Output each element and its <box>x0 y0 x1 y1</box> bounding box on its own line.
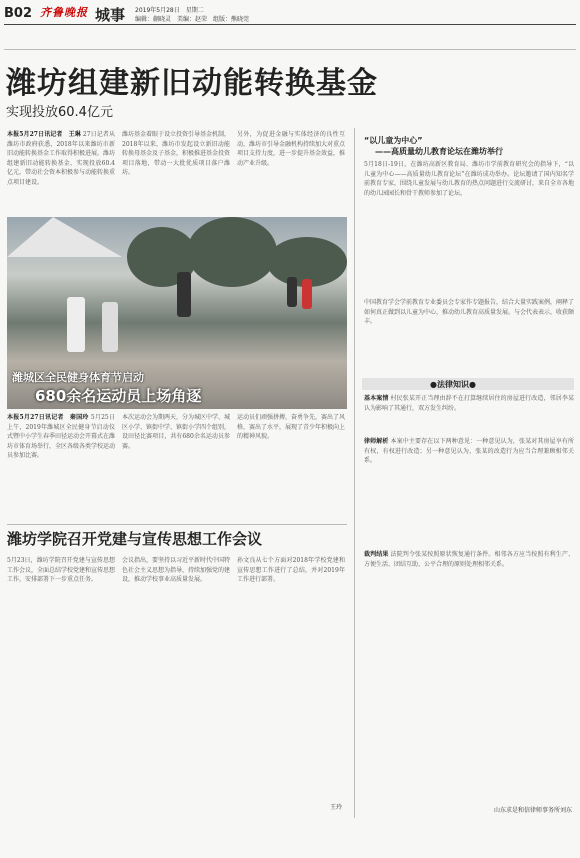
law-case <box>364 394 574 434</box>
sidebar-title: ——高质量幼儿教育论坛在潍坊举行 <box>375 147 503 156</box>
title-rule <box>4 49 576 50</box>
header-rule <box>4 24 576 25</box>
photo-caption-1: 潍城区全民健身体育节启动 <box>12 371 144 384</box>
tent-shape <box>7 217 122 257</box>
sidebar-tag: “以儿童为中心” <box>364 136 423 145</box>
college-headline: 潍坊学院召开党建与宣传思想工作会议 <box>7 530 263 548</box>
law-analysis <box>364 437 574 547</box>
editors: 编辑：蒯晓灵 美编：赵荣 组版：熊晓莞 <box>135 16 250 23</box>
column-separator <box>354 128 355 818</box>
header-meta <box>135 6 249 24</box>
main-column-2: 潍坊基金着眼于设立投资引导基金机制，2018年以来，潍坊市发起设立新旧动能转换母基金及子基金，积极推进基金投资项目落地，带动一大批优质项目落户潍坊。 <box>122 131 230 176</box>
law-result-label: 裁判结果 <box>364 551 389 558</box>
issue-date: 2019年5月28日 星期二 <box>135 7 204 14</box>
sidebar-body-1: 5月18日-19日，在潍坊高新区教育局、潍坊市学前教育研究会的指导下，“以儿童为中心——高质量幼儿教育论坛”在潍坊成功举办。论坛邀请了国内知名学前教育专家，围绕儿童发展与幼儿教育的热点问题进行交流研讨，来自全市各地的幼儿园园长和骨干教师参加了论坛。 <box>364 161 574 197</box>
law-result-body: 法院判令张某按照原状恢复通行条件。相邻各方应当按照有利生产、方便生活、团结互助、公平合理的原则处理相邻关系。 <box>364 551 574 568</box>
tree-shape <box>187 217 277 287</box>
official-figure <box>102 302 118 352</box>
main-byline: 本报5月27日讯记者 王琳 <box>7 131 81 138</box>
sports-column-3: 运动员们顽强拼搏，奋勇争先，赛出了风格，赛出了水平，展现了青少年积极向上的精神风貌。 <box>237 414 345 440</box>
main-column-3: 另外，为促进金融与实体经济的良性互动，潍坊市引导金融机构持续加大对重点项目支持力度，进一步提升基金效益，推动产业升级。 <box>237 131 345 167</box>
sidebar-body-2: 中国教育学会学前教育专业委员会专家作专题报告，结合大量实践案例，阐释了如何真正做到以儿童为中心，推动幼儿教育高质量发展。与会代表表示，收获颇丰。 <box>364 299 574 325</box>
page-number: B02 <box>4 6 32 21</box>
law-result <box>364 550 574 800</box>
main-subheadline: 实现投放60.4亿元 <box>6 105 113 120</box>
athlete-figure <box>177 272 191 317</box>
law-case-label: 基本案情 <box>364 395 389 402</box>
law-analysis-body: 本案中主要存在以下两种意见：一种意见认为，张某对其房屋享有所有权，有权进行改造；另一种意见认为，张某的改造行为应当合理兼顾相邻关系。 <box>364 438 574 464</box>
sports-byline: 本报5月27日讯记者 秦国玲 <box>7 414 89 421</box>
college-column-1: 5月23日，潍坊学院召开党建与宣传思想工作会议，全面总结学校党建和宣传思想工作，安排部署下一步重点任务。 <box>7 557 115 583</box>
sports-body-1: 5月25日上午，2019年潍城区全民健身节启动仪式暨中小学生春季田径运动会开幕式在潍坊市体育场举行，全区各级各类学校运动员参加比赛。 <box>7 414 115 459</box>
newspaper-logo: 齐鲁晚报 <box>40 6 88 19</box>
section-title: 城事 <box>95 6 126 24</box>
section-divider <box>7 524 347 525</box>
law-analysis-label: 律师解析 <box>364 438 389 445</box>
main-body-1: 27日记者从潍坊市政府获悉，2018年以来潍坊市新旧动能转换基金工作取得积极进展，潍坊组建新旧动能转换基金，实现投放60.4亿元，带动社会资本积极参与动能转换重点项目建设。 <box>7 131 115 186</box>
sports-column-1 <box>7 413 115 523</box>
spectator-figure <box>287 277 297 307</box>
law-case-body: 村民张某开正当理由辞不在打算继续居住的房屋进行改造，邻居李某认为影响了其通行，双方发生纠纷。 <box>364 395 574 412</box>
official-figure <box>67 297 85 352</box>
sports-column-2: 本次运动会为期两天，分为城区中学、城区小学、镇街中学、镇街小学四个组别，设田径比赛项目，共有680余名运动员参赛。 <box>122 414 230 450</box>
law-title: ●法律知识● <box>430 380 476 389</box>
spectator-figure <box>302 279 312 309</box>
college-column-2: 会议指出，要坚持以习近平新时代中国特色社会主义思想为指导，持续加强党的建设，推动学校事业高质量发展。 <box>122 557 230 583</box>
college-author: 王玲 <box>329 804 342 811</box>
college-column-3: 孙文良从七个方面对2018年学校党建和宣传思想工作进行了总结，并对2019年工作进行部署。 <box>237 557 345 583</box>
photo-caption-2: 680余名运动员上场角逐 <box>35 387 202 405</box>
law-author: 山东求是和信律师事务所刘东 <box>493 807 572 814</box>
main-headline: 潍坊组建新旧动能转换基金 <box>6 66 378 101</box>
main-column-1 <box>7 130 115 214</box>
